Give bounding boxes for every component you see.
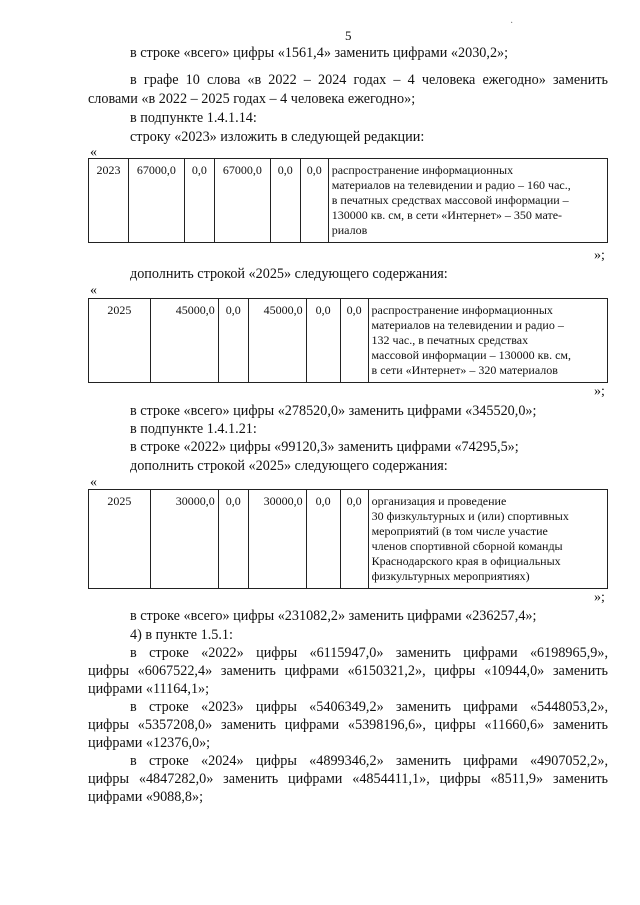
cell-extra: 0,0 xyxy=(340,490,368,589)
description-line: материалов на телевидении и радио – 160 час., xyxy=(331,178,571,192)
quote-open: « xyxy=(90,283,97,298)
text-line: в подпункте 1.4.1.14: xyxy=(130,110,257,126)
text-line: в подпункте 1.4.1.21: xyxy=(130,421,257,437)
description-line: риалов xyxy=(331,223,368,237)
cell-extra: 0,0 xyxy=(340,299,368,383)
description-line: физкультурных мероприятиях) xyxy=(371,569,530,583)
table-row-2025-sport xyxy=(88,489,608,589)
quote-open: « xyxy=(90,145,97,160)
description-line: массовой информации – 130000 кв. см, xyxy=(371,348,571,362)
description-line: организация и проведение xyxy=(371,494,507,508)
description-line: мероприятий (в том числе участие xyxy=(371,524,548,538)
description-line: Краснодарского края в официальных xyxy=(371,554,561,568)
text-line: 4) в пункте 1.5.1: xyxy=(130,627,233,643)
cell-total: 67000,0 xyxy=(128,159,184,243)
text-line: в строке «2022» цифры «6115947,0» заменить цифрами «6198965,9», xyxy=(130,645,608,661)
table-row-2023 xyxy=(88,158,608,243)
text-line: в строке «всего» цифры «231082,2» заменить цифрами «236257,4»; xyxy=(130,608,537,624)
text-line: в строке «2023» цифры «5406349,2» заменить цифрами «5448053,2», xyxy=(130,699,608,715)
cell-total: 45000,0 xyxy=(150,299,218,383)
text-line: в строке «всего» цифры «278520,0» заменить цифрами «345520,0»; xyxy=(130,403,537,419)
cell-year: 2025 xyxy=(89,299,151,383)
cell-local: 0,0 xyxy=(306,299,340,383)
description-line: в печатных средствах массовой информации – xyxy=(331,193,569,207)
description-line: 30 физкультурных и (или) спортивных xyxy=(371,509,569,523)
cell-total: 30000,0 xyxy=(150,490,218,589)
text-line: дополнить строкой «2025» следующего содержания: xyxy=(130,458,448,474)
text-line: цифрами «9088,8»; xyxy=(88,789,204,805)
cell-year: 2025 xyxy=(89,490,151,589)
quote-close: »; xyxy=(594,384,605,399)
page-number: 5 xyxy=(345,28,352,43)
cell-description xyxy=(368,490,607,589)
quote-close: »; xyxy=(594,590,605,605)
description-line: распространение информационных xyxy=(371,303,553,317)
cell-regional: 67000,0 xyxy=(214,159,270,243)
quote-close: »; xyxy=(594,248,605,263)
description-line: в сети «Интернет» – 320 материалов xyxy=(371,363,558,377)
text-line: строку «2023» изложить в следующей редакции: xyxy=(130,129,425,145)
text-line: цифры «6067522,4» заменить цифрами «6150321,2», цифры «10944,0» заменить xyxy=(88,663,608,679)
cell-local: 0,0 xyxy=(270,159,300,243)
quote-open: « xyxy=(90,475,97,490)
text-line: дополнить строкой «2025» следующего содержания: xyxy=(130,266,448,282)
cell-description xyxy=(368,299,607,383)
text-line: в графе 10 слова «в 2022 – 2024 годах – 4 человека ежегодно» заменить xyxy=(130,72,608,88)
description-line: материалов на телевидении и радио – xyxy=(371,318,564,332)
description-line: 132 час., в печатных средствах xyxy=(371,333,529,347)
cell-regional: 45000,0 xyxy=(248,299,306,383)
description-line: распространение информационных xyxy=(331,163,514,177)
text-line: в строке «всего» цифры «1561,4» заменить цифрами «2030,2»; xyxy=(130,45,509,61)
cell-extra: 0,0 xyxy=(300,159,328,243)
description-line: членов спортивной сборной команды xyxy=(371,539,563,553)
description-line: 130000 кв. см, в сети «Интернет» – 350 мате- xyxy=(331,208,563,222)
text-line: в строке «2022» цифры «99120,3» заменить цифрами «74295,5»; xyxy=(130,439,519,455)
cell-federal: 0,0 xyxy=(184,159,214,243)
text-line: в строке «2024» цифры «4899346,2» заменить цифрами «4907052,2», xyxy=(130,753,608,769)
text-line: цифры «4847282,0» заменить цифрами «4854411,1», цифры «8511,9» заменить xyxy=(88,771,608,787)
text-line: цифры «5357208,0» заменить цифрами «5398196,6», цифры «11660,6» заменить xyxy=(88,717,608,733)
cell-regional: 30000,0 xyxy=(248,490,306,589)
cell-year: 2023 xyxy=(89,159,129,243)
cell-local: 0,0 xyxy=(306,490,340,589)
cell-federal: 0,0 xyxy=(218,299,248,383)
text-line: цифрами «11164,1»; xyxy=(88,681,210,697)
table-row-2025-info xyxy=(88,298,608,383)
cell-description xyxy=(328,159,607,243)
corner-mark: · xyxy=(510,18,514,29)
text-line: цифрами «12376,0»; xyxy=(88,735,211,751)
text-line: словами «в 2022 – 2025 годах – 4 человека ежегодно»; xyxy=(88,91,416,107)
cell-federal: 0,0 xyxy=(218,490,248,589)
